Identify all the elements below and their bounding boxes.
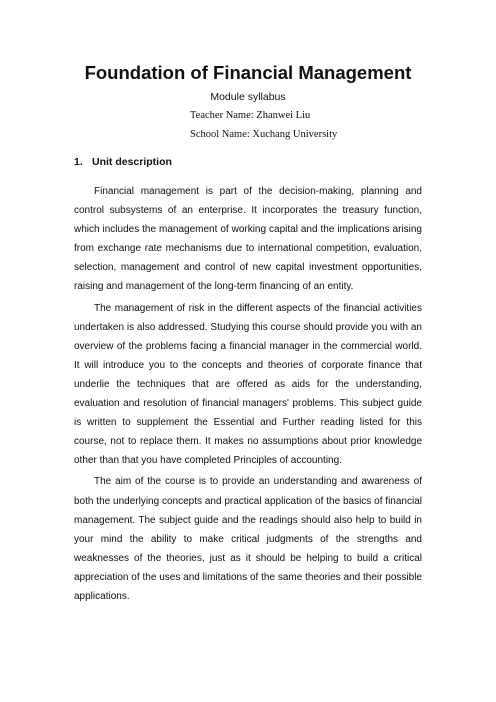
paragraph-1: Financial management is part of the decision-making, planning and control subsystems of an enterprise. It incorporates the treasury function, which includes the management of working capital and the implications arising from exchange rate mechanisms due to international competition, evaluation, selection, management and control of new capital investment opportunities, raising and management of the long-term financing of an entity. [74,186,422,293]
section-heading [74,155,172,169]
document-title: Foundation of Financial Management [84,62,412,83]
paragraph-2: The management of risk in the different aspects of the financial activities undertaken is also addressed. Studying this course should provide you with an overview of the problems facing a financial manager in the commercial world. It will introduce you to the concepts and theories of corporate finance that underlie the techniques that are offered as aids for the understanding, evaluation and resolution of financial managers' problems. This subject guide is written to supplement the Essential and Further reading listed for this course, not to replace them. It makes no assumptions about prior knowledge other than that you have completed Principles of accounting. [74,302,422,467]
section-number: 1. [74,156,83,168]
school-name: School Name: Xuchang University [190,129,338,140]
teacher-name: Teacher Name: Zhanwei Liu [190,110,311,121]
section-body [74,182,422,608]
paragraph-3: The aim of the course is to provide an understanding and awareness of both the underlying concepts and practical application of the basics of financial management. The subject guide and the readings should also help to build in your mind the ability to make critical judgments of the strengths and weaknesses of the theories, just as it should be helping to build a critical appreciation of the uses and limitations of the same theories and their possible applications. [74,476,422,602]
document-subtitle: Module syllabus [210,91,286,103]
section-title: Unit description [92,156,172,168]
